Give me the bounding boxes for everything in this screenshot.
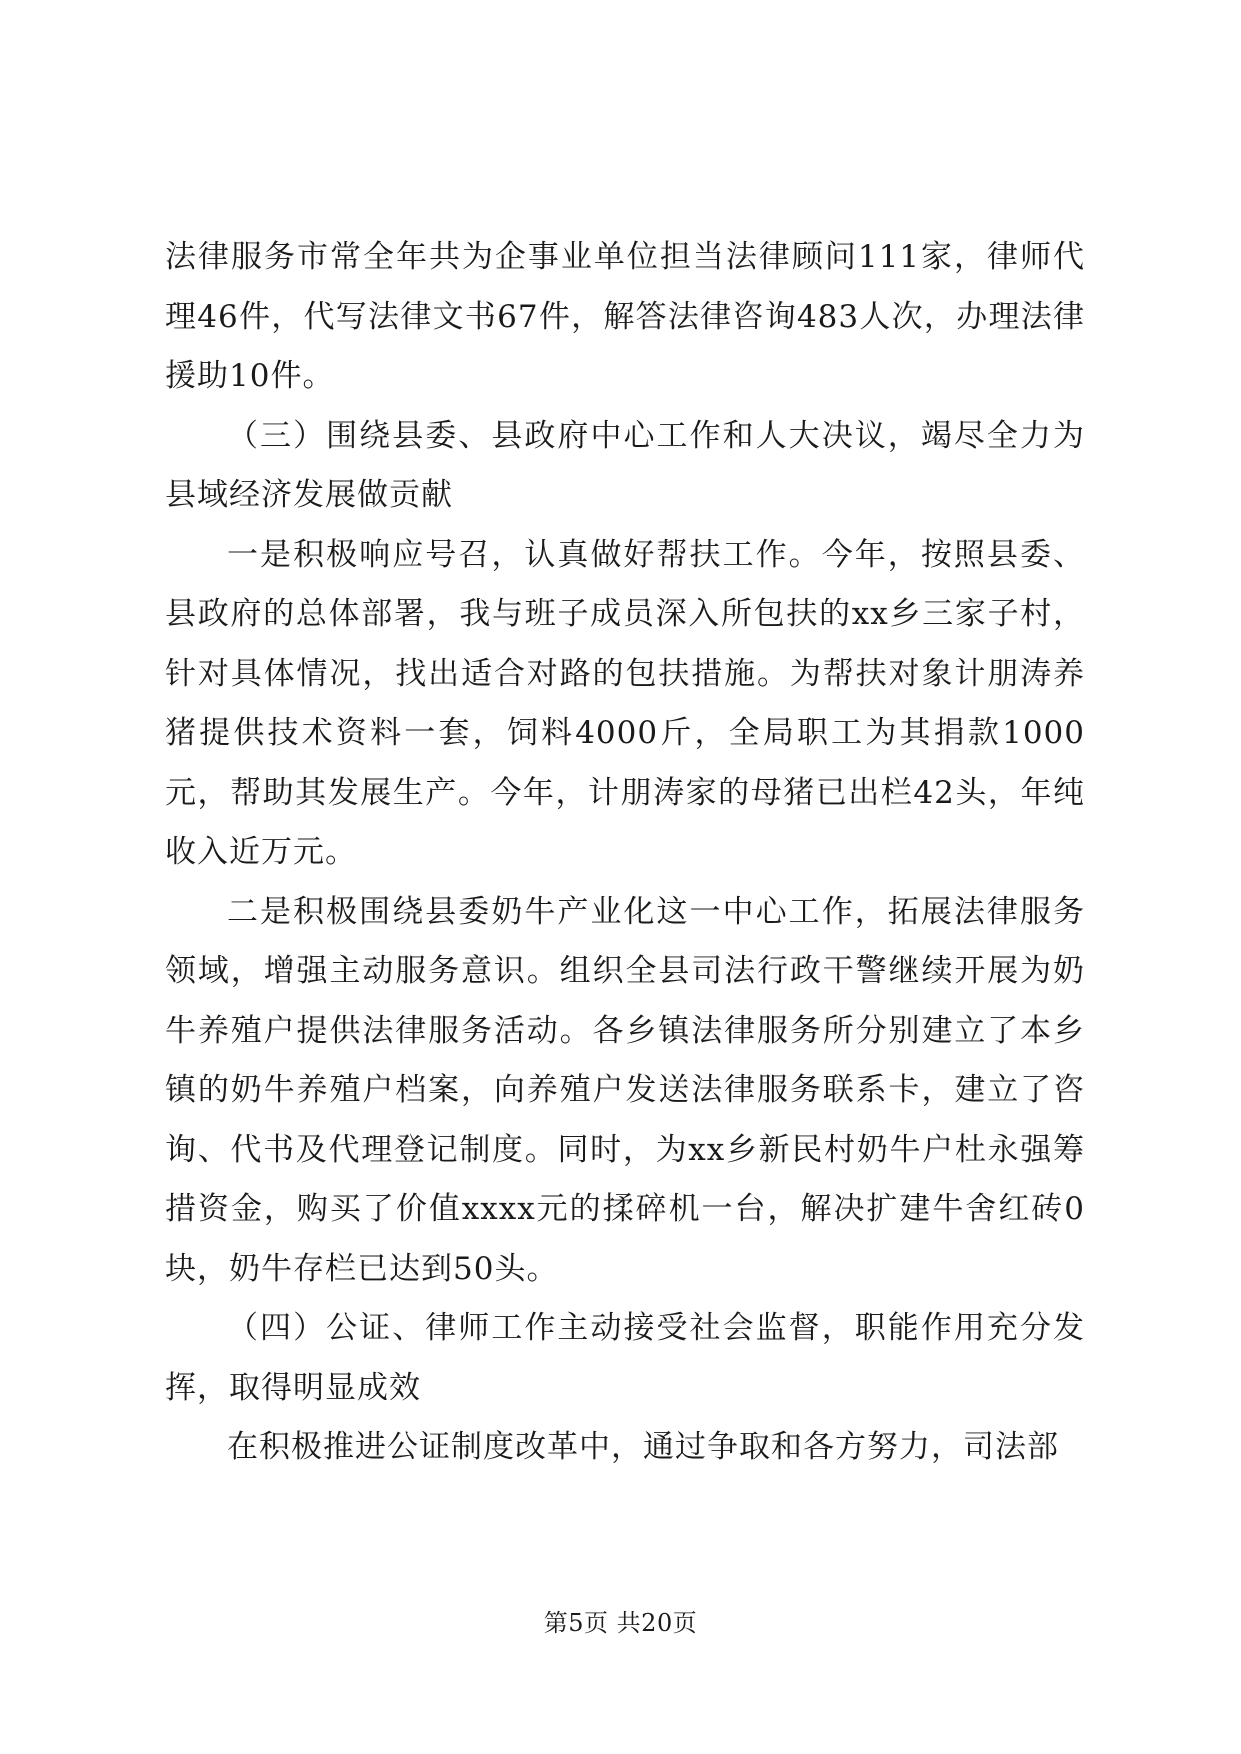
page-footer <box>0 1603 1241 1638</box>
paragraph-dairy-industry: 二是积极围绕县委奶牛产业化这一中心工作，拓展法律服务领域，增强主动服务意识。组织全县司法行政干警继续开展为奶牛养殖户提供法律服务活动。各乡镇法律服务所分别建立了本乡镇的奶牛养殖户档案，向养殖户发送法律服务联系卡，建立了咨询、代书及代理登记制度。同时，为xx乡新民村奶牛户杜永强筹措资金，购买了价值xxxx元的揉碎机一台，解决扩建牛舍红砖0块，奶牛存栏已达到50头。 <box>165 893 1085 1287</box>
paragraph-poverty-assistance: 一是积极响应号召，认真做好帮扶工作。今年，按照县委、县政府的总体部署，我与班子成员深入所包扶的xx乡三家子村，针对具体情况，找出适合对路的包扶措施。为帮扶对象计朋涛养猪提供技术资料一套，饲料4000斤，全局职工为其捐款1000元，帮助其发展生产。今年，计朋涛家的母猪已出栏42头，年纯收入近万元。 <box>165 536 1085 870</box>
paragraph-notary-reform: 在积极推进公证制度改革中，通过争取和各方努力，司法部 <box>227 1429 1059 1465</box>
section-heading-four: （四）公证、律师工作主动接受社会监督，职能作用充分发挥，取得明显成效 <box>165 1310 1085 1406</box>
document-body <box>165 228 1085 1478</box>
section-heading-three: （三）围绕县委、县政府中心工作和人大决议，竭尽全力为县域经济发展做贡献 <box>165 417 1085 513</box>
paragraph-legal-services-stats: 法律服务市常全年共为企事业单位担当法律顾问111家，律师代理46件，代写法律文书67件，解答法律咨询483人次，办理法律援助10件。 <box>165 239 1085 394</box>
page-number-label: 第5页 共20页 <box>543 1609 698 1637</box>
